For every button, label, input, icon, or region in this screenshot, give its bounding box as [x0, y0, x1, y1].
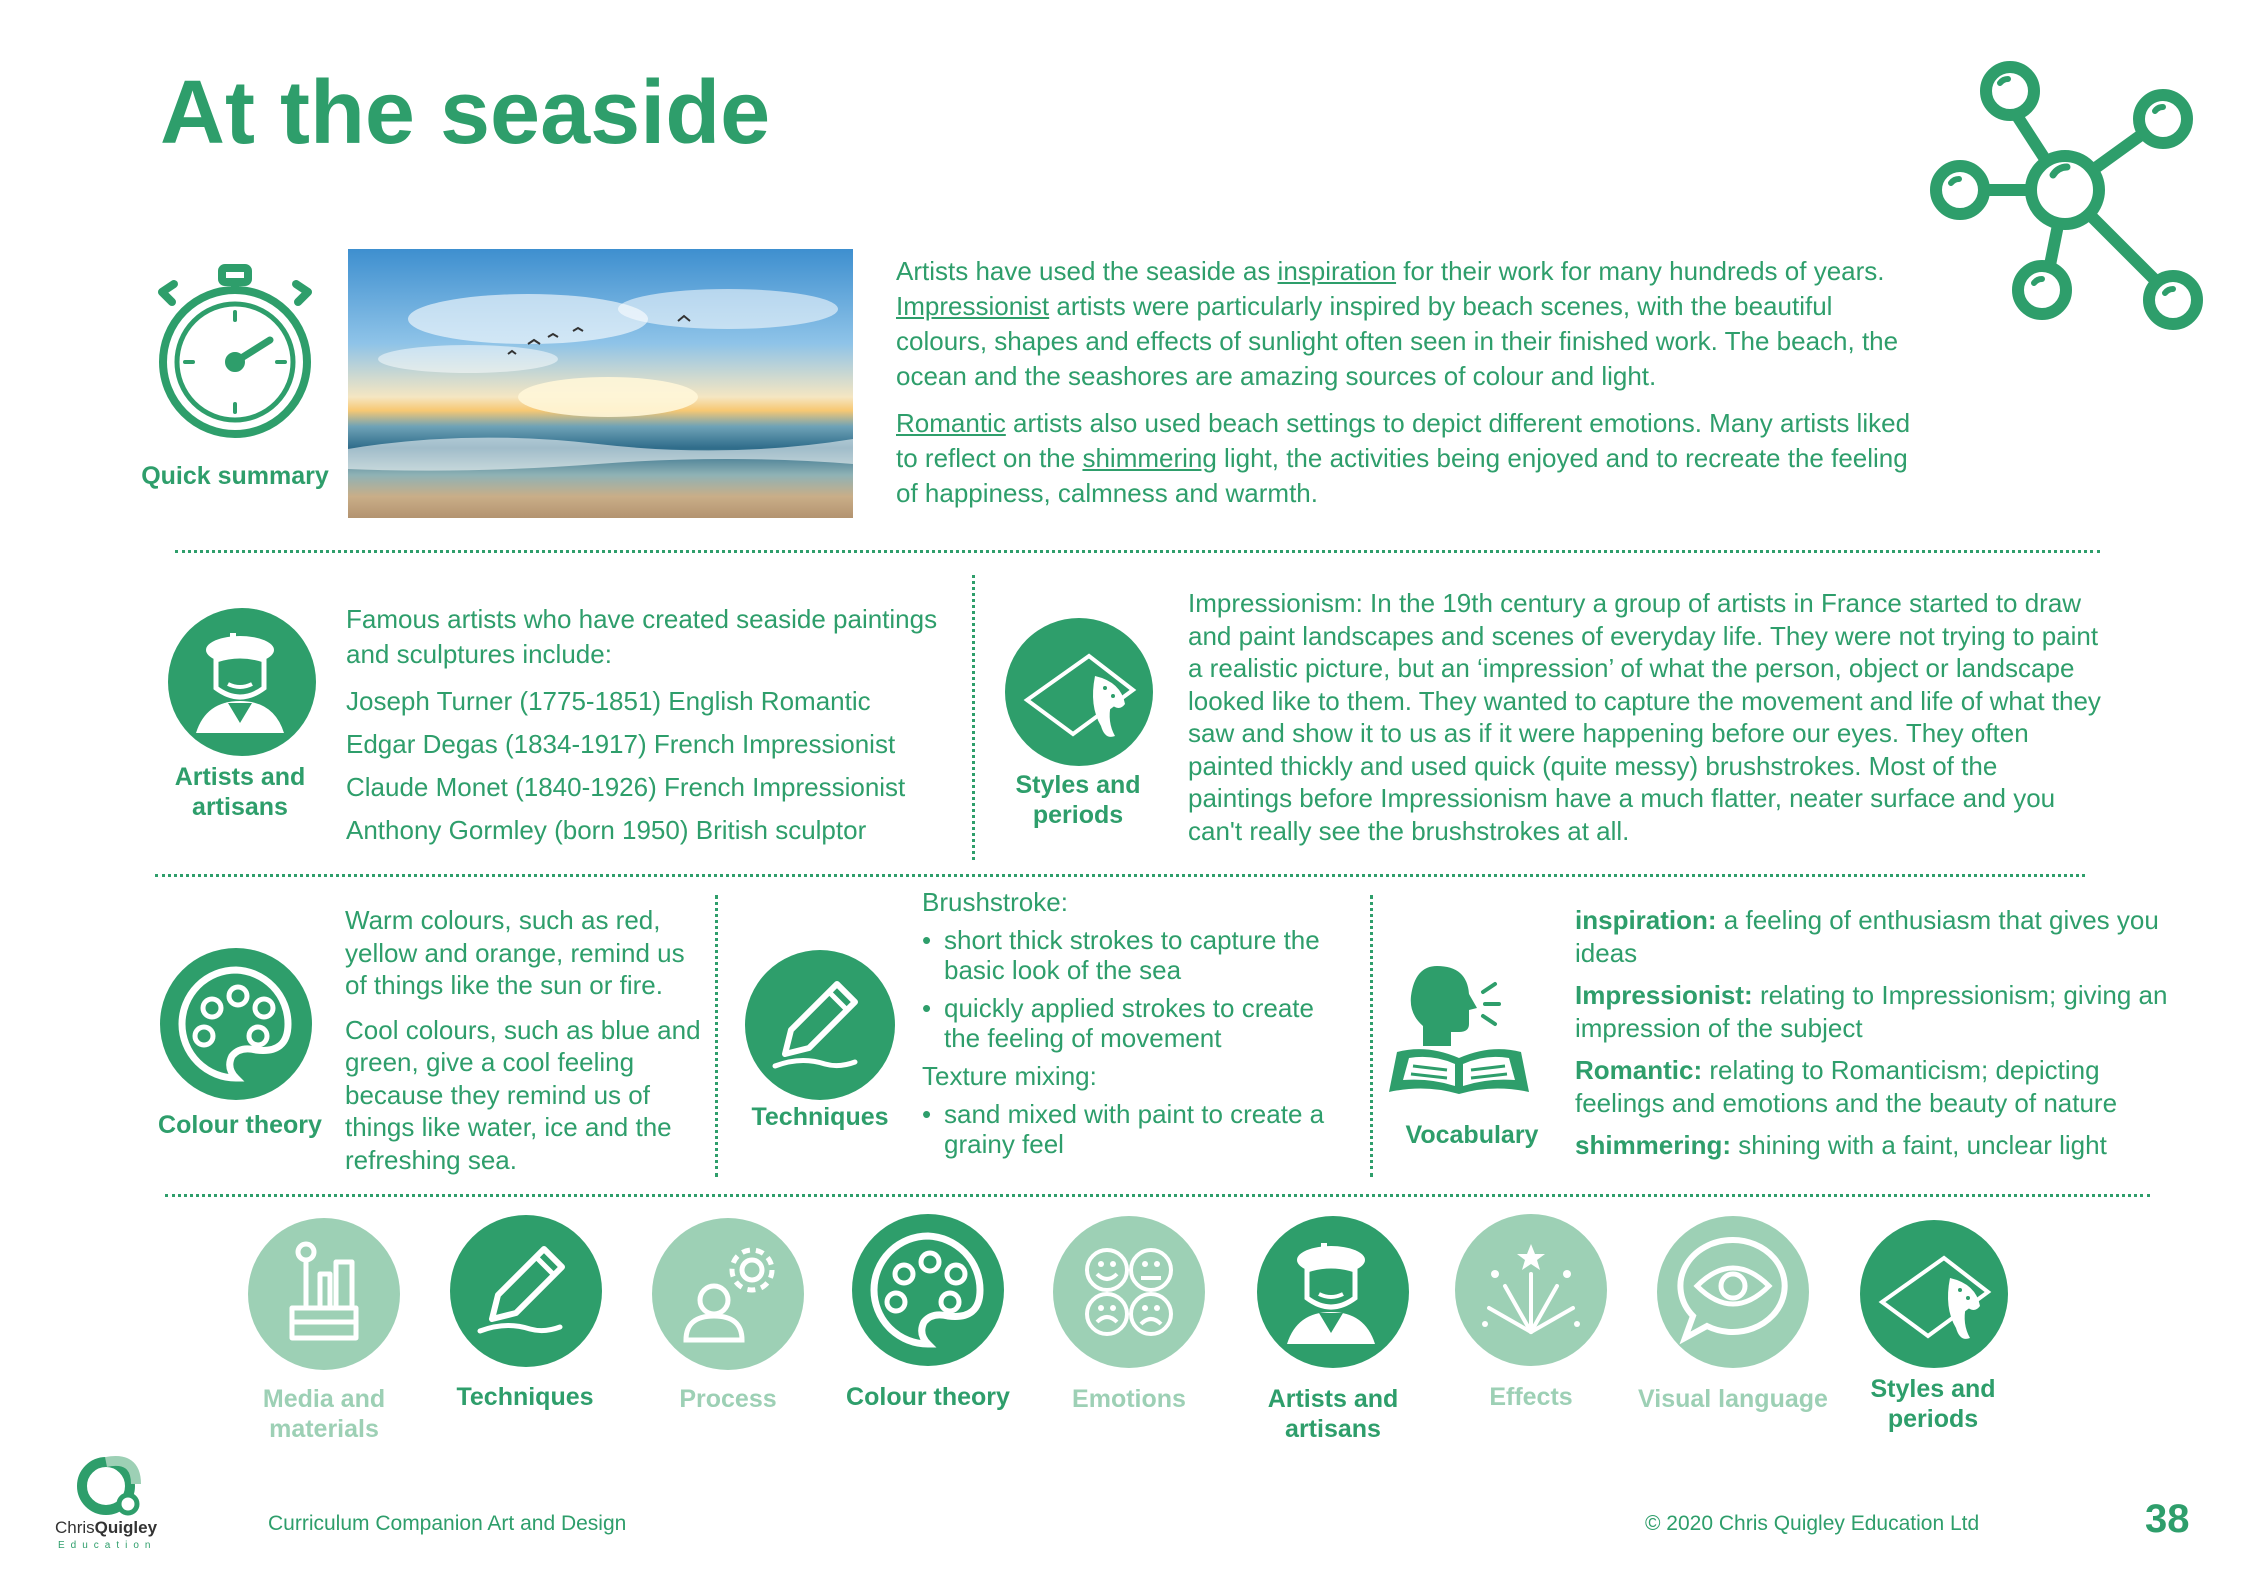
- list-item: • sand mixed with paint to create a grainy feel: [922, 1099, 1342, 1159]
- summary-text: [896, 254, 1916, 523]
- vocab-entry: [1575, 979, 2175, 1044]
- bottom-label-techniques: Techniques: [456, 1383, 594, 1411]
- techniques-icon-circle: [745, 950, 895, 1100]
- artist-icon: [1257, 1216, 1409, 1368]
- artist-item: Edgar Degas (1834-1917) French Impressionist: [346, 729, 896, 759]
- artist-item: Claude Monet (1840-1926) French Impressionist: [346, 772, 906, 802]
- eye-icon: [1657, 1216, 1809, 1368]
- divider: [175, 550, 2100, 553]
- techniques-label: Techniques: [751, 1103, 889, 1131]
- divider: [155, 874, 2085, 877]
- vocabulary-icon: [1385, 960, 1535, 1100]
- pencil-icon: [745, 950, 895, 1100]
- media-materials-circle: [248, 1218, 400, 1370]
- bottom-label-effects: Effects: [1489, 1383, 1573, 1411]
- styles-text: Impressionism: In the 19th century a group of artists in France started to draw and paint landscapes and scenes of everyday life. They were not trying to paint a realistic picture, but an ‘impression’ of what the person, object or landscape looked like to them. They wanted to capture the movement and life of what they saw and show it to us as if it were happening before our eyes. They often painted thickly and used quick (quite messy) brushstrokes. Most of the paintings before Impressionism have a much flatter, neater surface and you can't really see the brushstrokes at all.: [1188, 588, 2101, 846]
- quick-summary-label: Quick summary: [141, 462, 329, 490]
- vocab-definition: relating to Romanticism; depicting feelings and emotions and the beauty of nature: [1575, 1055, 2118, 1118]
- summary-text-span: light, the activities being enjoyed and to recreate the feeling of happiness, calmness and warmth.: [896, 443, 1908, 508]
- vocabulary-text: [1575, 904, 2175, 1172]
- pencil-icon: [450, 1215, 602, 1367]
- inspiration-term: inspiration: [1277, 256, 1397, 286]
- vocab-definition: shining with a faint, unclear light: [1731, 1130, 2107, 1160]
- texture-list: [922, 1099, 1342, 1159]
- logo-text-chris: Chris: [55, 1518, 95, 1537]
- artists-intro: Famous artists who have created seaside paintings and sculptures include:: [346, 604, 938, 669]
- seaside-photo-art: [348, 249, 853, 518]
- vocabulary-label: Vocabulary: [1405, 1121, 1539, 1149]
- bottom-label-visual-language: Visual language: [1638, 1385, 1828, 1413]
- visual-language-circle: [1657, 1216, 1809, 1368]
- palette-icon-circle: [160, 948, 312, 1100]
- logo-subtext: Education: [58, 1540, 157, 1551]
- divider: [715, 895, 718, 1177]
- brushstroke-list: [922, 925, 1342, 1053]
- palette-icon: [160, 948, 312, 1100]
- impressionist-term: Impressionist: [896, 291, 1050, 321]
- artists-text: [346, 602, 966, 848]
- colour-theory-paragraph: Warm colours, such as red, yellow and orange, remind us of things like the sun or fire.: [345, 905, 685, 1000]
- colour-theory-paragraph: Cool colours, such as blue and green, give a cool feeling because they remind us of things like water, ice and the refreshing sea.: [345, 1014, 701, 1175]
- page-number: 38: [2145, 1497, 2190, 1541]
- bottom-label-emotions: Emotions: [1072, 1385, 1186, 1413]
- vocab-entry: [1575, 1129, 2175, 1162]
- process-circle: [652, 1218, 804, 1370]
- techniques-circle: [450, 1215, 602, 1367]
- logo-text-quigley: Quigley: [94, 1518, 158, 1537]
- list-item: • short thick strokes to capture the basic look of the sea: [922, 925, 1342, 985]
- vocab-term: inspiration:: [1575, 905, 1717, 935]
- brushstroke-heading: Brushstroke:: [922, 887, 1068, 917]
- divider: [165, 1194, 2150, 1197]
- vocab-definition: relating to Impressionism; giving an impression of the subject: [1575, 980, 2168, 1043]
- artist-icon: [168, 608, 316, 756]
- colour-theory-circle: [852, 1214, 1004, 1366]
- footer-right: © 2020 Chris Quigley Education Ltd: [1645, 1512, 1980, 1535]
- techniques-text: [922, 887, 1342, 1167]
- vocab-entry: [1575, 904, 2175, 969]
- artist-item: Joseph Turner (1775-1851) English Romantic: [346, 686, 871, 716]
- shimmering-term: shimmering: [1082, 443, 1217, 473]
- artist-icon-circle: [168, 608, 316, 756]
- palette-icon: [852, 1214, 1004, 1366]
- artists-circle: [1257, 1216, 1409, 1368]
- network-icon: [1925, 55, 2225, 335]
- texture-heading: Texture mixing:: [922, 1061, 1097, 1091]
- bottom-label-media: Media and materials: [262, 1385, 386, 1443]
- process-icon: [652, 1218, 804, 1370]
- effects-circle: [1455, 1214, 1607, 1366]
- vocab-term: Romantic:: [1575, 1055, 1703, 1085]
- footer-left: Curriculum Companion Art and Design: [268, 1512, 627, 1535]
- artists-label: Artists and artisans: [174, 763, 306, 821]
- effects-icon: [1455, 1214, 1607, 1366]
- summary-text-span: Artists have used the seaside as: [896, 256, 1278, 286]
- vocab-entry: [1575, 1054, 2175, 1119]
- styles-periods-circle: [1860, 1220, 2008, 1368]
- summary-text-span: artists were particularly inspired by beach scenes, with the beautiful colours, shapes and effects of sunlight often seen in their finished work. The beach, the ocean and the seashores are amazing sources of colour and light.: [896, 291, 1899, 391]
- page-title: At the seaside: [160, 63, 771, 163]
- summary-text-span: artists also used beach settings to depict different emotions. Many artists liked to reflect on the: [896, 408, 1911, 473]
- seaside-photo: [348, 249, 853, 518]
- emotions-icon: [1053, 1216, 1205, 1368]
- styles-icon-circle: [1005, 618, 1153, 766]
- bottom-label-styles: Styles and periods: [1870, 1375, 1996, 1433]
- divider: [972, 575, 975, 860]
- summary-paragraph-2: [896, 406, 1916, 511]
- artist-item: Anthony Gormley (born 1950) British sculptor: [346, 815, 867, 845]
- list-item: • quickly applied strokes to create the feeling of movement: [922, 993, 1342, 1053]
- vocab-definition: a feeling of enthusiasm that gives you ideas: [1575, 905, 2159, 968]
- summary-paragraph-1: [896, 254, 1916, 394]
- logo-icon: [70, 1448, 150, 1518]
- summary-text-span: for their work for many hundreds of years.: [1396, 256, 1885, 286]
- vocab-term: Impressionist:: [1575, 980, 1753, 1010]
- media-materials-icon: [248, 1218, 400, 1370]
- map-icon: [1005, 618, 1153, 766]
- map-icon: [1860, 1220, 2008, 1368]
- stopwatch-icon: [150, 262, 320, 442]
- styles-label: Styles and periods: [1015, 771, 1141, 829]
- romantic-term: Romantic: [896, 408, 1006, 438]
- logo-text: [55, 1518, 157, 1538]
- colour-theory-text: [345, 904, 705, 1188]
- emotions-circle: [1053, 1216, 1205, 1368]
- colour-theory-label: Colour theory: [158, 1111, 322, 1139]
- bottom-label-process: Process: [679, 1385, 777, 1413]
- bottom-label-colour-theory: Colour theory: [846, 1383, 1010, 1411]
- vocab-term: shimmering:: [1575, 1130, 1732, 1160]
- bottom-label-artists: Artists and artisans: [1267, 1385, 1399, 1443]
